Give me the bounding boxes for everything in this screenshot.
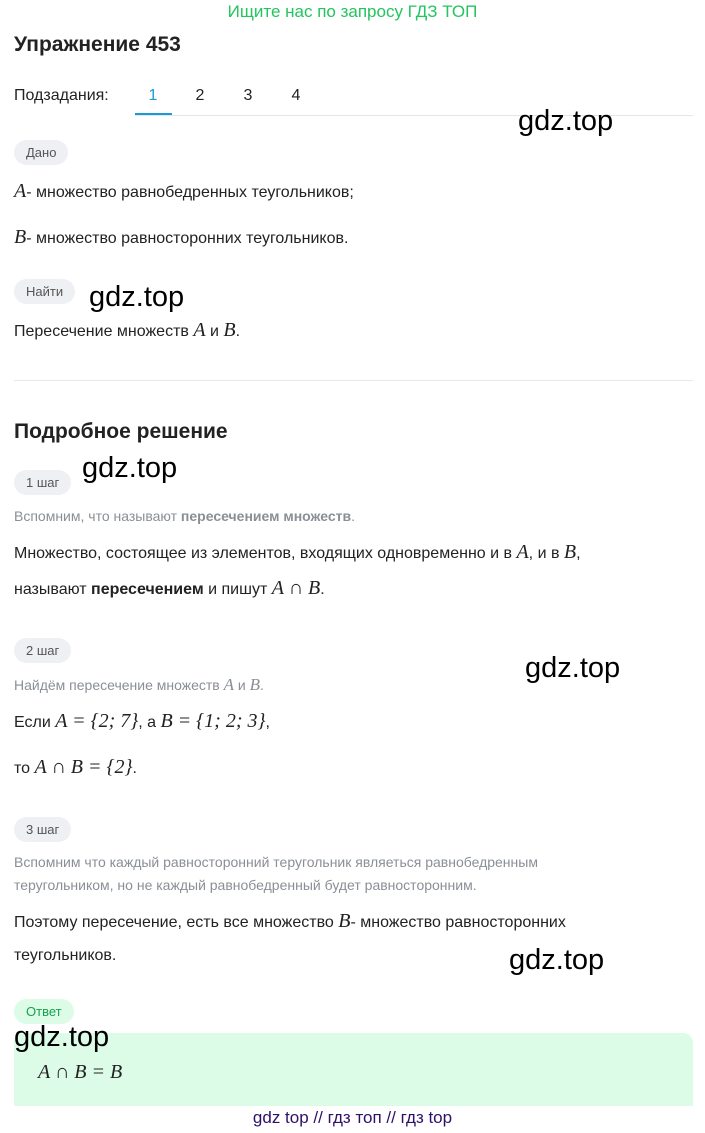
step-3-line-1-suffix: - множество равносторонних (350, 914, 566, 931)
step-3-var-b: B (338, 910, 351, 932)
watermark: gdz.top (14, 1021, 110, 1053)
step-3-hint-line-2: теругольником, но не каждый равнобедренный будет равносторонним. (14, 877, 477, 893)
step-1-line-2-mid: и пишут (203, 581, 272, 598)
step-3-line-2: теугольников. (14, 947, 117, 964)
step-1-line-2-prefix: называют (14, 581, 92, 598)
watermark: gdz.top (509, 944, 605, 976)
step-3-hint-line-1: Вспомним что каждый равносторонний теругольник являеться равнобедренным (14, 854, 538, 870)
step-1-formula: A ∩ B (271, 577, 321, 599)
step-3-badge: 3 шаг (14, 817, 71, 842)
step-2-hint-var-b: B (249, 675, 261, 694)
watermark: gdz.top (518, 105, 614, 137)
step-1-line-2 (14, 577, 325, 600)
step-2-line-1-end: , (265, 714, 270, 731)
step-2-line-2 (14, 756, 137, 779)
solution-title: Подробное решение (14, 420, 228, 443)
page-title: Упражнение 453 (14, 33, 181, 56)
find-end: . (235, 323, 241, 340)
step-2-line-1-mid: , а (138, 714, 161, 731)
step-2-formula-a: A = {2; 7} (55, 710, 139, 732)
footer-links[interactable]: gdz top // гдз топ // гдз top (252, 1108, 453, 1127)
given-line-a-text: - множество равнобедренных теугольников; (26, 184, 354, 201)
find-line (14, 319, 240, 342)
step-3-line-1 (14, 910, 566, 933)
given-line-b-text: - множество равносторонних теугольников. (26, 230, 349, 247)
step-1-var-b: B (563, 541, 577, 563)
step-1-var-a: A (516, 541, 529, 563)
step-2-formula-b: B = {1; 2; 3} (160, 710, 266, 732)
given-badge: Дано (14, 140, 68, 165)
step-1-hint-prefix: Вспомним, что называют (14, 508, 181, 524)
step-1-line-1 (14, 541, 581, 564)
watermark: gdz.top (82, 452, 178, 484)
step-1-hint (14, 508, 355, 524)
subtasks-label: Подзадания: (14, 87, 109, 104)
find-badge: Найти (14, 279, 75, 304)
given-line-b (14, 226, 348, 249)
step-1-hint-bold: пересечением множеств (180, 508, 352, 524)
step-1-line-1-mid: , и в (528, 545, 564, 562)
find-conj: и (210, 323, 219, 340)
tab-subtask-1[interactable]: 1 (148, 87, 158, 104)
tab-subtask-3[interactable]: 3 (243, 87, 253, 104)
step-2-line-2-end: . (132, 760, 137, 777)
find-text: Пересечение множеств (14, 323, 189, 340)
find-var-b: B (223, 319, 236, 341)
step-1-hint-suffix: . (351, 508, 356, 524)
var-b: B (14, 226, 27, 248)
step-2-badge: 2 шаг (14, 638, 71, 663)
step-2-hint-var-a: A (223, 675, 235, 694)
step-1-line-1-prefix: Множество, состоящее из элементов, входящих одновременно и в (14, 545, 517, 562)
answer-formula: A ∩ B = B (38, 1061, 123, 1083)
watermark: gdz.top (89, 281, 185, 313)
section-divider (14, 380, 693, 381)
given-line-a (14, 180, 354, 203)
step-2-hint-end: . (260, 677, 264, 693)
step-1-line-2-bold: пересечением (91, 581, 204, 598)
step-2-hint (14, 675, 264, 695)
top-banner[interactable]: Ищите нас по запросу ГДЗ ТОП (227, 2, 478, 21)
step-3-line-1-prefix: Поэтому пересечение, есть все множество (14, 914, 339, 931)
var-a: A (14, 180, 27, 202)
tab-subtask-2[interactable]: 2 (195, 87, 205, 104)
step-2-hint-prefix: Найдём пересечение множеств (14, 677, 224, 693)
step-1-line-1-end: , (576, 545, 581, 562)
step-2-hint-conj: и (234, 677, 250, 693)
step-1-line-2-end: . (320, 581, 325, 598)
step-2-line-1-prefix: Если (14, 714, 56, 731)
step-2-line-1 (14, 710, 270, 733)
watermark: gdz.top (525, 652, 621, 684)
active-tab-indicator (135, 113, 172, 115)
tab-subtask-4[interactable]: 4 (291, 87, 301, 104)
step-1-badge: 1 шаг (14, 470, 71, 495)
answer-badge: Ответ (14, 999, 74, 1024)
step-2-formula-result: A ∩ B = {2} (34, 756, 133, 778)
step-2-line-2-prefix: то (14, 760, 35, 777)
find-var-a: A (193, 319, 206, 341)
